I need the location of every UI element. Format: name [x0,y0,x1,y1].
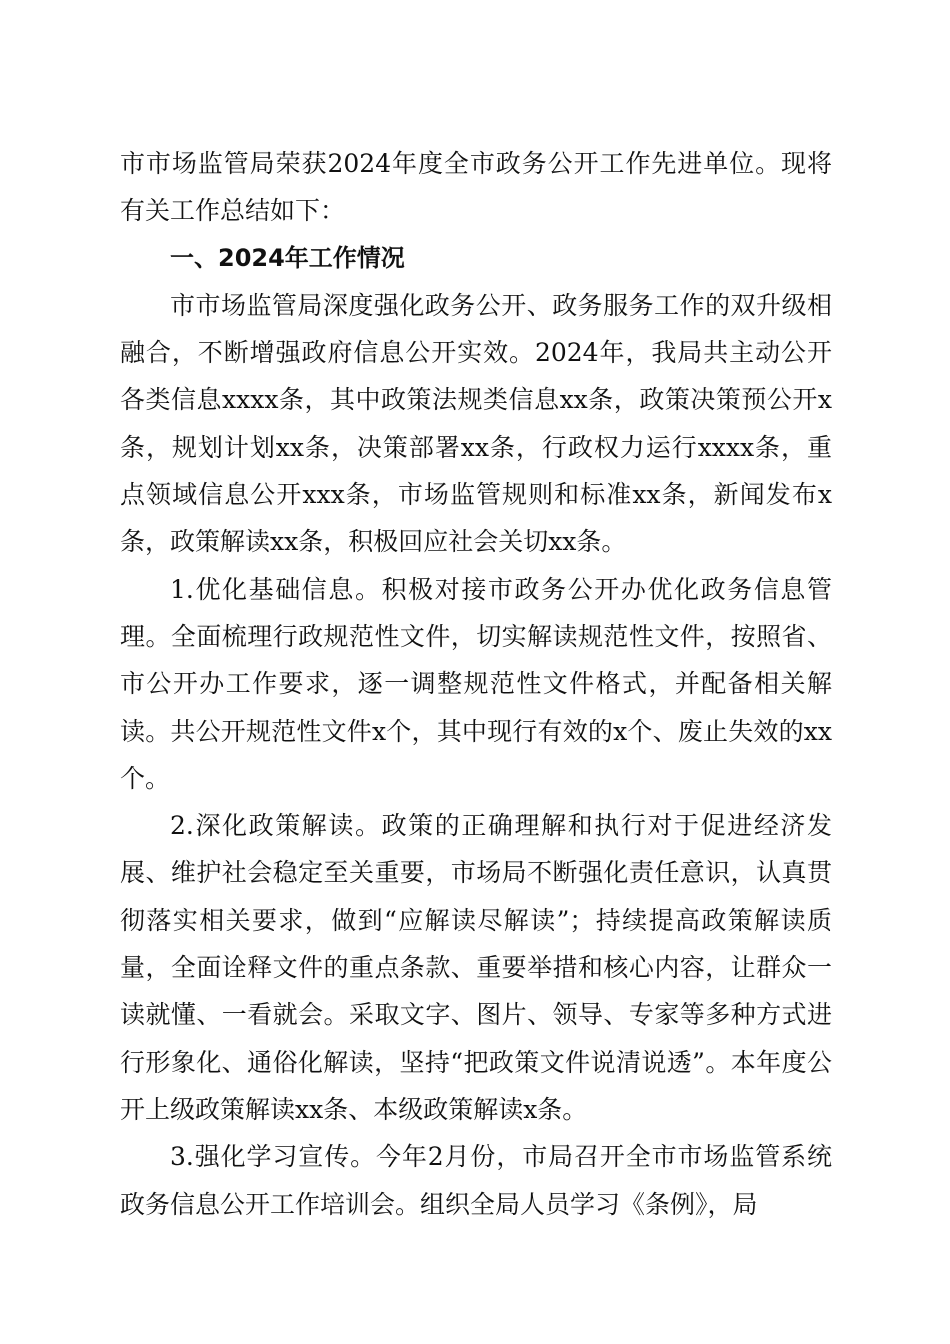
overview-paragraph: 市市场监管局深度强化政务公开、政务服务工作的双升级相融合，不断增强政府信息公开实效。2024年，我局共主动公开各类信息xxxx条，其中政策法规类信息xx条，政策决策预公开x条，规划计划xx条，决策部署xx条，行政权力运行xxxx条，重点领域信息公开xxx条，市场监管规则和标准xx条，新闻发布x条，政策解读xx条，积极回应社会关切xx条。 [120,290,832,557]
item-3-paragraph: 3.强化学习宣传。今年2月份，市局召开全市市场监管系统政务信息公开工作培训会。组织全局人员学习《条例》，局 [120,1142,832,1219]
item-1-paragraph: 1.优化基础信息。积极对接市政务公开办优化政务信息管理。全面梳理行政规范性文件，切实解读规范性文件，按照省、市公开办工作要求，逐一调整规范性文件格式，并配备相关解读。共公开规范性文件x个，其中现行有效的x个、废止失效的xx个。 [120,574,832,793]
item-2-paragraph: 2.深化政策解读。政策的正确理解和执行对于促进经济发展、维护社会稳定至关重要，市场局不断强化责任意识，认真贯彻落实相关要求，做到“应解读尽解读”；持续提高政策解读质量，全面诠释文件的重点条款、重要举措和核心内容，让群众一读就懂、一看就会。采取文字、图片、领导、专家等多种方式进行形象化、通俗化解读，坚持“把政策文件说清说透”。本年度公开上级政策解读xx条、本级政策解读x条。 [120,811,832,1124]
intro-paragraph: 市市场监管局荣获2024年度全市政务公开工作先进单位。现将有关工作总结如下： [120,149,832,226]
document-body [120,140,832,1228]
section-heading: 一、2024年工作情况 [170,243,405,272]
